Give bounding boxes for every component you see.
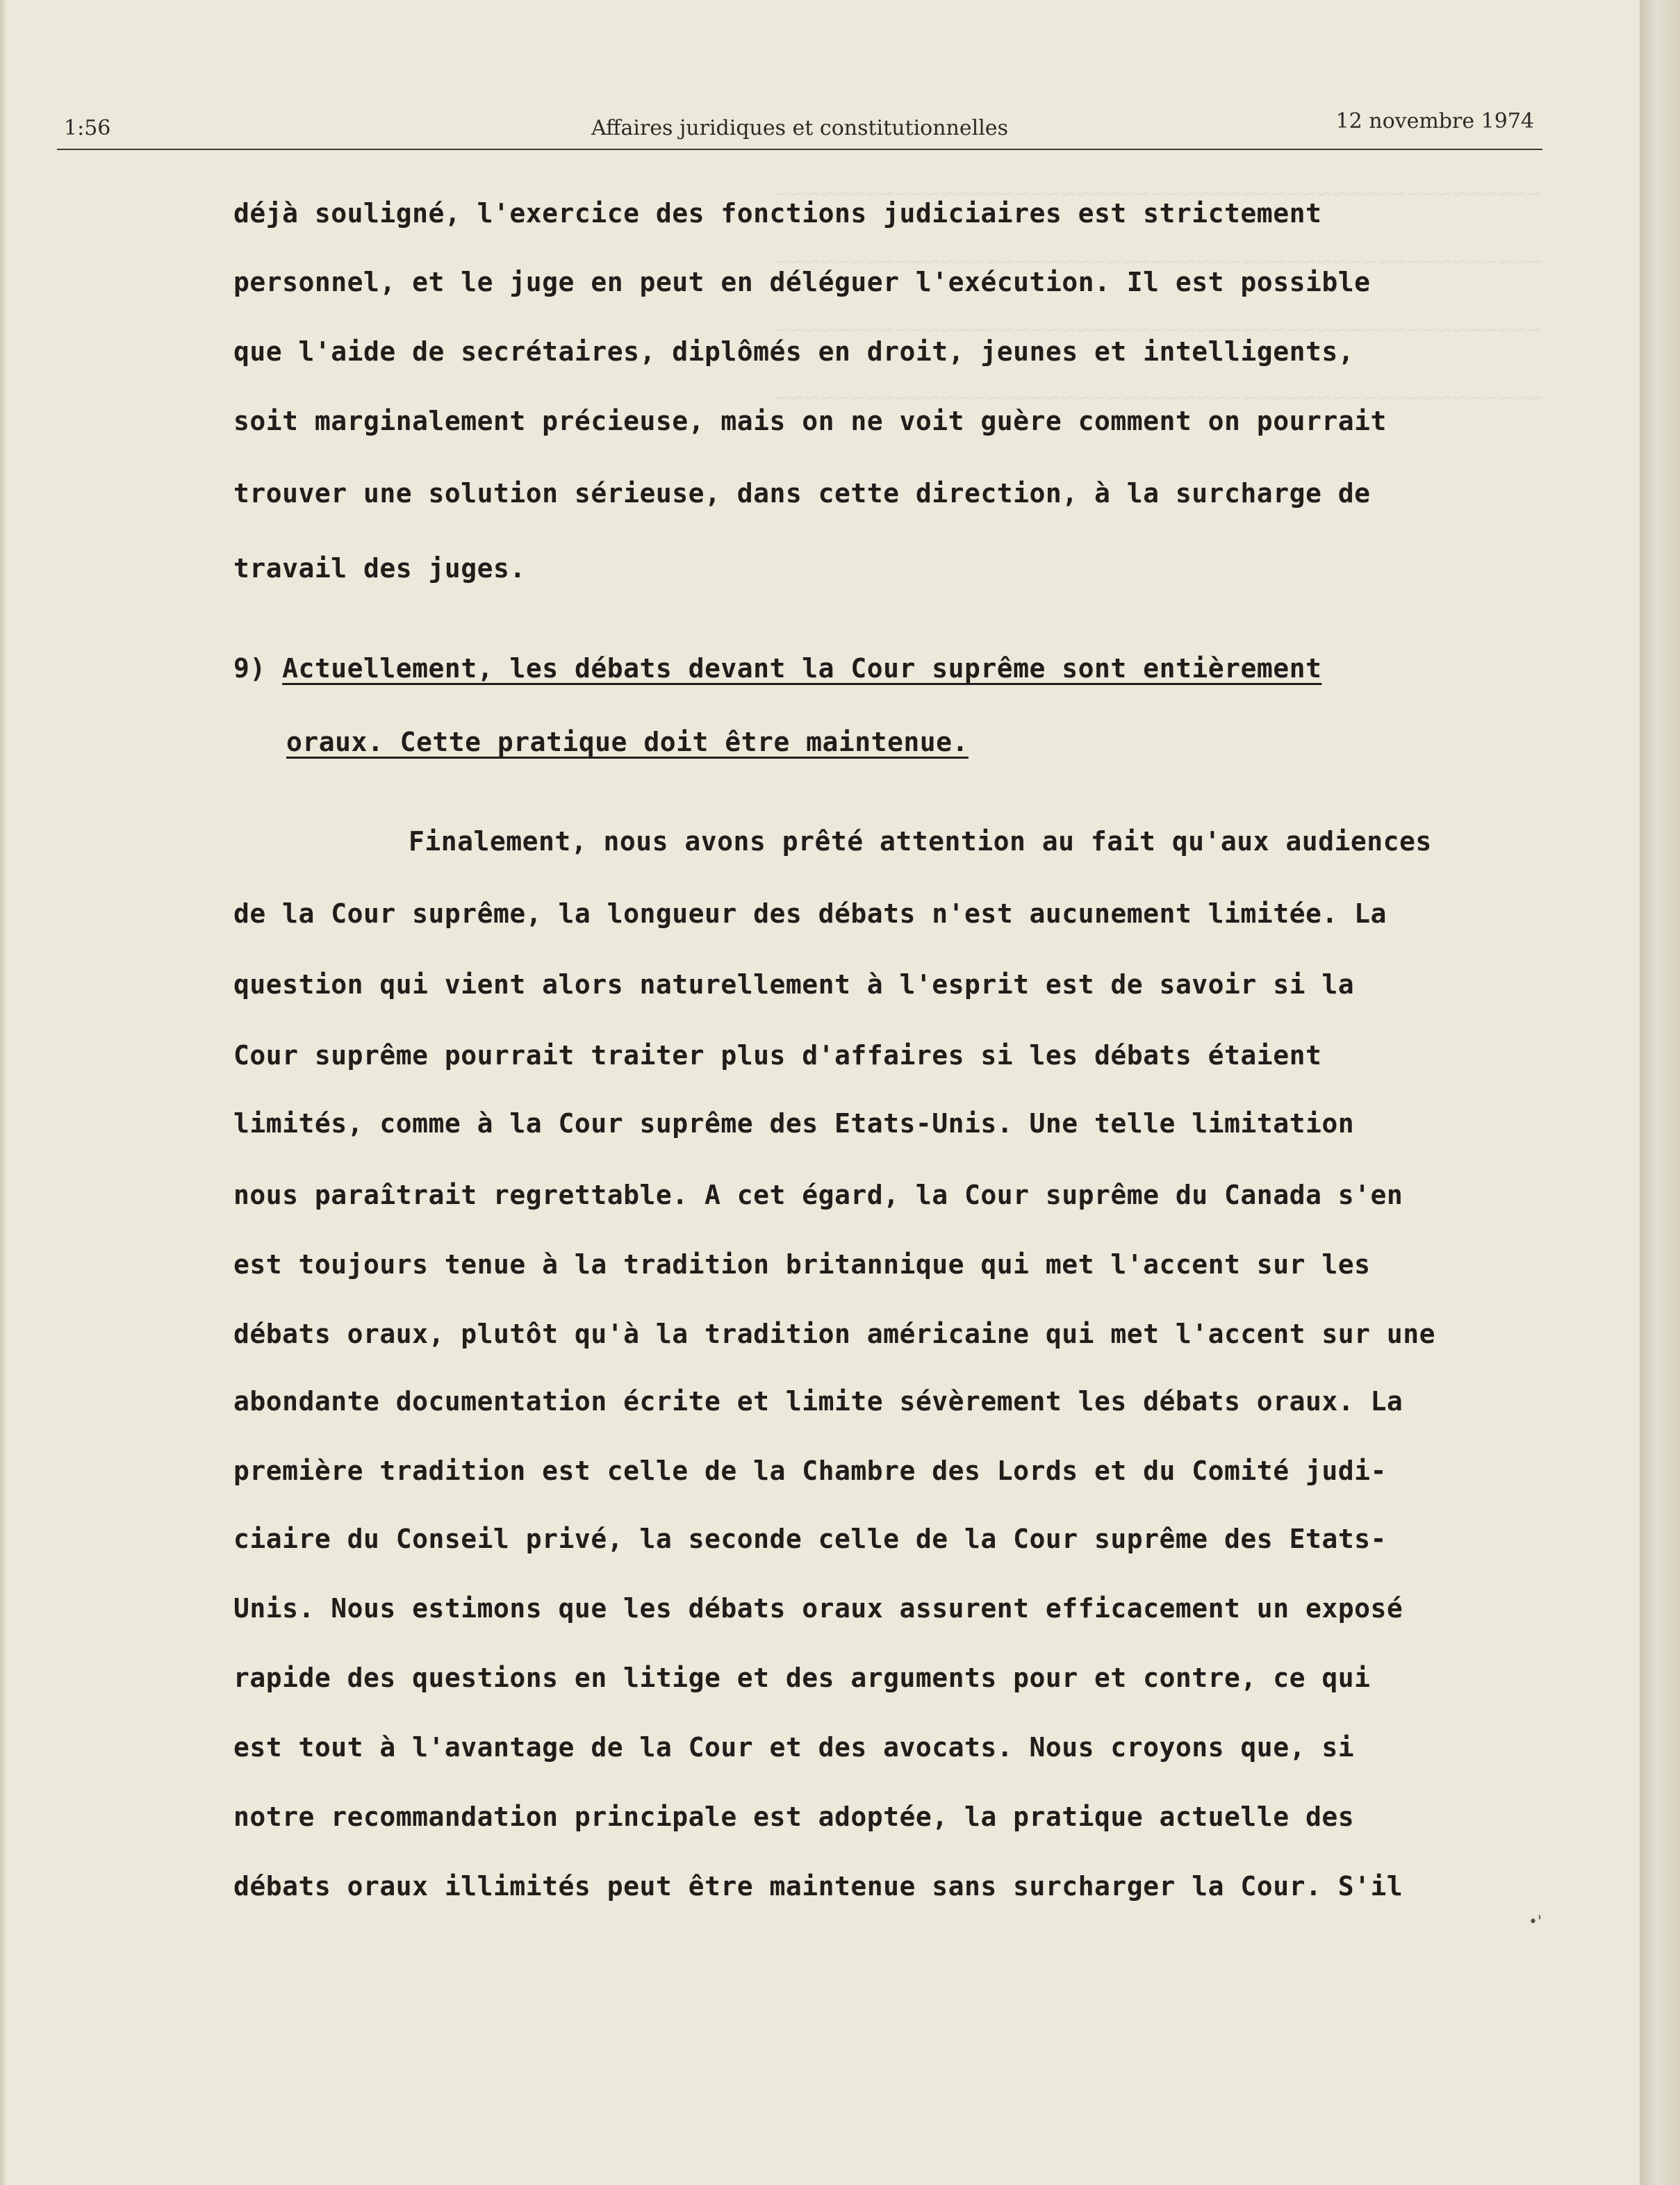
recommendation-text: oraux. Cette pratique doit être maintenue. — [286, 727, 969, 757]
text-line: abondante documentation écrite et limite sévèrement les débats oraux. La — [233, 1386, 1403, 1417]
page-shadow — [0, 0, 7, 2185]
recommendation-line — [233, 651, 1321, 686]
text-line: de la Cour suprême, la longueur des débats n'est aucunement limitée. La — [233, 898, 1387, 929]
page-edge — [1640, 0, 1680, 2185]
text-line: limités, comme à la Cour suprême des Etats-Unis. Une telle limitation — [233, 1108, 1355, 1139]
text-line: trouver une solution sérieuse, dans cette direction, à la surcharge de — [233, 478, 1371, 509]
running-title: Affaires juridiques et constitutionnelles — [591, 116, 1008, 140]
text-line: Finalement, nous avons prêté attention au fait qu'aux audiences — [409, 826, 1432, 857]
text-line: débats oraux, plutôt qu'à la tradition américaine qui met l'accent sur une — [233, 1319, 1435, 1349]
ink-speck: •' — [1529, 1913, 1542, 1931]
text-line: travail des juges. — [233, 553, 526, 584]
header-date: 12 novembre 1974 — [1335, 109, 1534, 133]
text-line: que l'aide de secrétaires, diplômés en droit, jeunes et intelligents, — [233, 336, 1355, 367]
text-line: Cour suprême pourrait traiter plus d'affaires si les débats étaient — [233, 1040, 1322, 1071]
text-line: est toujours tenue à la tradition britannique qui met l'accent sur les — [233, 1249, 1371, 1280]
text-line: notre recommandation principale est adoptée, la pratique actuelle des — [233, 1801, 1355, 1832]
recommendation-text: Actuellement, les débats devant la Cour suprême sont entièrement — [282, 653, 1322, 684]
text-line: rapide des questions en litige et des arguments pour et contre, ce qui — [233, 1663, 1371, 1693]
text-line: nous paraîtrait regrettable. A cet égard, la Cour suprême du Canada s'en — [233, 1180, 1403, 1210]
text-line: question qui vient alors naturellement à l'esprit est de savoir si la — [233, 969, 1355, 1000]
page-number: 1:56 — [64, 116, 111, 140]
text-line: est tout à l'avantage de la Cour et des avocats. Nous croyons que, si — [233, 1732, 1355, 1763]
text-line: déjà souligné, l'exercice des fonctions judiciaires est strictement — [233, 198, 1322, 229]
text-line: soit marginalement précieuse, mais on ne voit guère comment on pourrait — [233, 406, 1387, 436]
bleed-through-texture: ~~~~~~~~~~~~~~~~~~~~~~~~~~~~~~~~~~~~~~~~~~~~~~~~~~~ ~~~~~~~~~~~~~~~~~~~~~~~~~~~~~~~~~~~~~~~~~~~~~~~~~~~ ~~~~~~~~~~~~~~~~~~~~~~~~~~~~~~~~~~~~~~~~~~~~~~~~~~~ ~~~~~~~~~~~~~~~~~~~~~~~~~~~~~~~~~~~~~~~~~~~~~~~~~~~ — [774, 179, 1542, 412]
text-line: première tradition est celle de la Chambre des Lords et du Comité judi- — [233, 1456, 1387, 1486]
recommendation-line — [286, 725, 969, 759]
text-line: ciaire du Conseil privé, la seconde celle de la Cour suprême des Etats- — [233, 1524, 1387, 1554]
text-line: débats oraux illimités peut être maintenue sans surcharger la Cour. S'il — [233, 1871, 1403, 1902]
text-line: Unis. Nous estimons que les débats oraux assurent efficacement un exposé — [233, 1593, 1403, 1624]
page-header — [57, 110, 1542, 150]
text-line: personnel, et le juge en peut en déléguer l'exécution. Il est possible — [233, 267, 1371, 297]
recommendation-number: 9) — [233, 653, 266, 684]
